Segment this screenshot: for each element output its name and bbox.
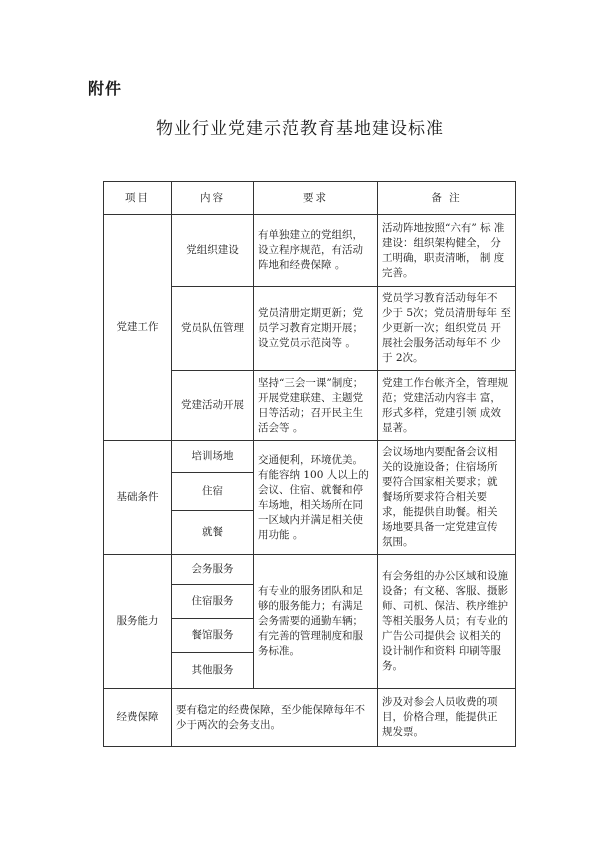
- note-cell: 涉及对参会人员收费的项 目，价格合理，能提供正 规发票。: [378, 689, 516, 747]
- note-cell: 有会务组的办公区域和设施设备；有文秘、客服、摄影师、司机、保洁、秩序维护等相关服务人员；有专业的广告公司提供会 议相关的设计制作和资料 印刷等服务。: [378, 555, 516, 689]
- item-funding: 经费保障: [104, 689, 172, 747]
- header-item: 项目: [104, 182, 172, 215]
- requirement-cell: 有专业的服务团队和足够的服务能力；有满足会务需要的通勤车辆；有完善的管理制度和服务标准。: [254, 555, 378, 689]
- content-cell: 党组织建设: [172, 215, 254, 287]
- requirement-cell: 有单独建立的党组织，设立程序规范，有活动阵地和经费保障 。: [254, 215, 378, 287]
- requirement-cell: 要有稳定的经费保障，至少能保障每年不少于两次的会务支出。: [172, 689, 378, 747]
- content-cell: 就餐: [172, 511, 254, 555]
- item-basic-conditions: 基础条件: [104, 441, 172, 555]
- document-title: 物业行业党建示范教育基地建设标准: [156, 119, 444, 139]
- content-cell: 住宿服务: [172, 585, 254, 619]
- content-cell: 党员队伍管理: [172, 287, 254, 371]
- header-note: 备 注: [378, 182, 516, 215]
- content-cell: 其他服务: [172, 653, 254, 689]
- item-service-capacity: 服务能力: [104, 555, 172, 689]
- note-cell: 党员学习教育活动每年不 少于 5次；党员清册每年 至少更新一次；组织党员 开展社会服务活动每年不 少于 2次。: [378, 287, 516, 371]
- table-row: [104, 555, 516, 585]
- note-cell: 活动阵地按照“六有” 标 准建设：组织架构健全， 分工明确，职责清晰， 制 度完善。: [378, 215, 516, 287]
- content-cell: 党建活动开展: [172, 371, 254, 441]
- requirement-cell: 交通便利，环境优美。有能容纳 100 人以上的会议、住宿、就餐和停车场地，相关场所在同一区域内并满足相关使用功能 。: [254, 441, 378, 555]
- item-party-work: 党建工作: [104, 215, 172, 441]
- content-cell: 住宿: [172, 473, 254, 511]
- header-requirement: 要求: [254, 182, 378, 215]
- note-cell: 党建工作台帐齐全，管理规范；党建活动内容丰 富，形式多样，党建引领 成效显著。: [378, 371, 516, 441]
- requirement-cell: 坚持“三会一课”制度；开展党建联建、主题党日等活动；召开民主生活会等 。: [254, 371, 378, 441]
- requirement-cell: 党员清册定期更新；党员学习教育定期开展；设立党员示范岗等 。: [254, 287, 378, 371]
- content-cell: 会务服务: [172, 555, 254, 585]
- header-content: 内容: [172, 182, 254, 215]
- table-header-row: [104, 182, 516, 215]
- content-cell: 培训场地: [172, 441, 254, 473]
- attachment-label: 附件: [88, 79, 123, 98]
- table-row: [104, 215, 516, 287]
- standards-table: [103, 181, 516, 747]
- note-cell: 会议场地内要配备会议相 关的设施设备；住宿场所 要符合国家相关要求；就 餐场所要求符合相关要 求，能提供自助餐。相关 场地要具备一定党建宣传 氛围。: [378, 441, 516, 555]
- table-row: [104, 441, 516, 473]
- table-row: [104, 689, 516, 747]
- content-cell: 餐馆服务: [172, 619, 254, 653]
